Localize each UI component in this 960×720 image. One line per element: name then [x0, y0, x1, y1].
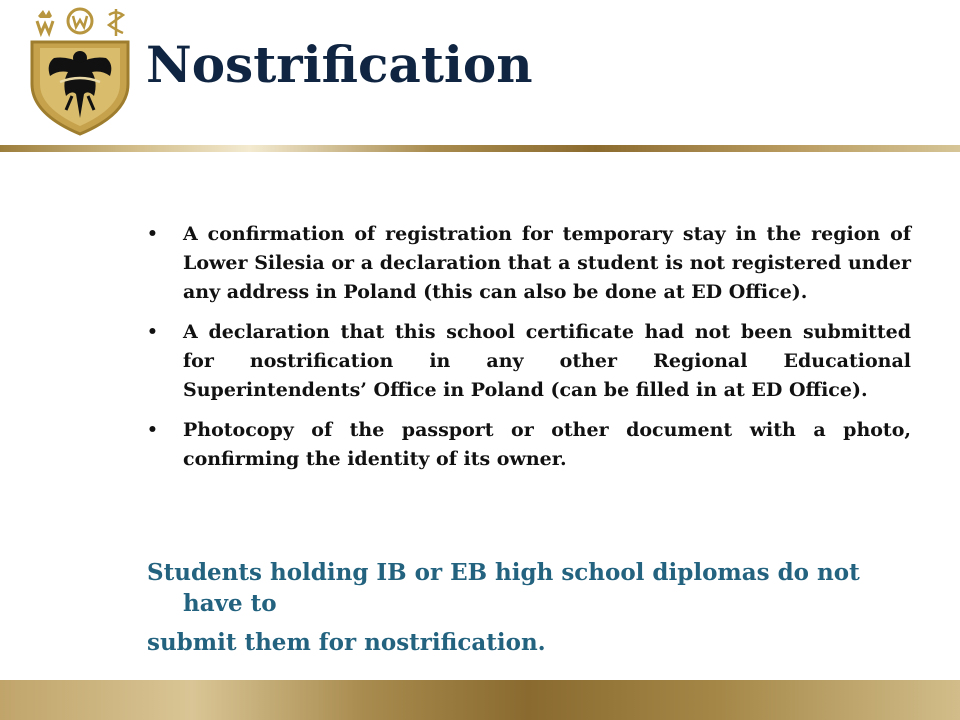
- bullet-icon: •: [147, 322, 158, 342]
- gold-footer-bar: [0, 680, 960, 720]
- ib-eb-note-line-1: Students holding IB or EB high school diplomas do not have to: [147, 559, 860, 617]
- bullet-icon: •: [147, 224, 158, 244]
- bullet-text: Photocopy of the passport or other document with a photo, confirming the identity of its owner.: [183, 419, 911, 470]
- wreath-w-icon: [68, 9, 92, 33]
- gold-divider-bar: [0, 145, 960, 152]
- caduceus-icon: [109, 9, 123, 36]
- bullet-text: A confirmation of registration for temporary stay in the region of Lower Silesia or a declaration that a student is not registered under any address in Poland (this can also be done at ED Office).: [183, 223, 911, 303]
- coat-of-arms-logo: [24, 6, 136, 138]
- list-item: [147, 318, 911, 405]
- requirements-list: [147, 220, 911, 485]
- ib-eb-note-line-2: submit them for nostrification.: [147, 629, 546, 656]
- bullet-icon: •: [147, 420, 158, 440]
- list-item: [147, 220, 911, 307]
- bullet-text: A declaration that this school certificate had not been submitted for nostrification in any other Regional Educational Superintendents’ Office in Poland (can be filled in at ED Office).: [183, 321, 911, 401]
- slide-title: Nostrification: [146, 35, 533, 94]
- list-item: [147, 416, 911, 474]
- crown-w-icon: [37, 10, 53, 33]
